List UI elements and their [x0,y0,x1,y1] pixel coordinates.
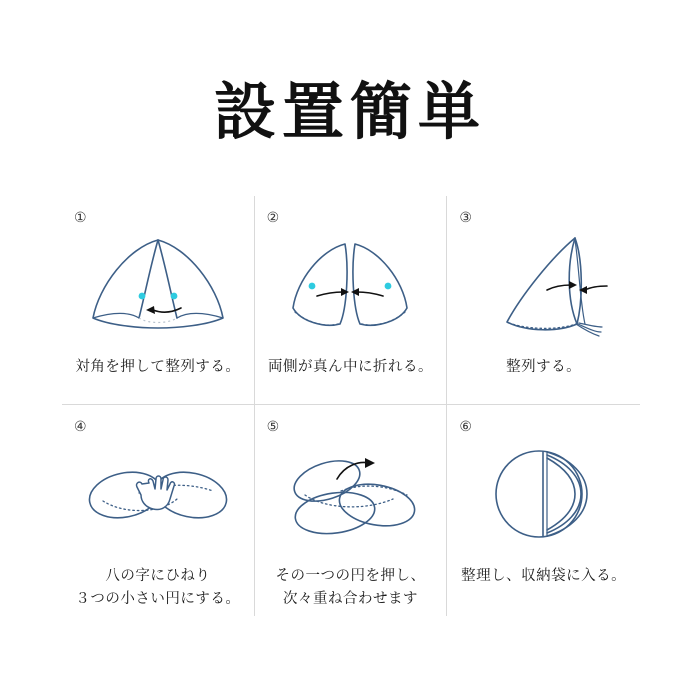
step-card-1 [62,196,255,405]
step-number-3: ③ [459,209,472,225]
page-title: 設置簡単 [213,75,486,148]
step-caption-1: 対角を押して整列する。 [75,359,241,375]
steps-grid [62,196,640,616]
step-illustration-2 [265,224,435,346]
step-illustration-3 [459,224,629,346]
step-illustration-5 [265,433,435,555]
step-illustration-6 [459,433,629,555]
step-illustration-4 [73,433,243,555]
step-number-2: ② [266,209,280,225]
step-illustration-1 [73,224,243,346]
step-card-2 [255,196,448,405]
step-number-1: ① [74,209,87,225]
step-number-5: ⑤ [266,418,280,435]
step-caption-4: 八の字にひねり ３つの小さい円にする。 [75,568,241,607]
step-caption-3: 整列する。 [506,359,582,375]
step-caption-2: 両側が真ん中に折れる。 [267,359,433,375]
step-caption-6: 整理し、収納袋に入る。 [461,568,627,585]
step-card-3 [447,196,640,405]
step-card-6 [447,405,640,616]
step-caption-5: その一つの円を押し、 次々重ね合わせます [275,568,426,607]
step-card-5 [255,405,448,616]
step-number-4: ④ [74,418,87,435]
step-card-4 [62,405,255,616]
step-number-6: ⑥ [459,418,472,435]
